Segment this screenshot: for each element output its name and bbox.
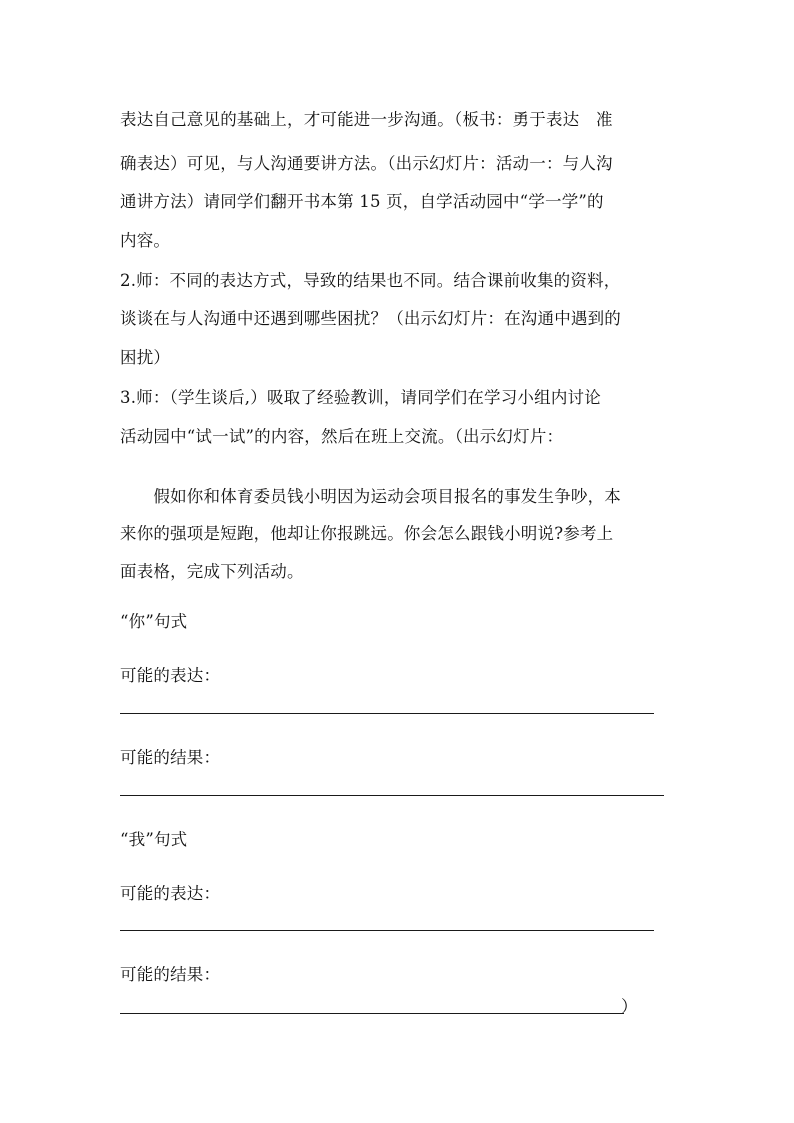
scenario-line-2: 来你的强项是短跑，他却让你报跳远。你会怎么跟钱小明说?参考上	[120, 524, 614, 543]
answer-line	[120, 795, 664, 796]
possible-result-label: 可能的结果：	[120, 965, 221, 984]
paragraph-line-3: 通讲方法）请同学们翻开书本第 15 页，自学活动园中“学一学”的	[120, 192, 604, 211]
scenario-line-3: 面表格，完成下列活动。	[120, 562, 304, 581]
paragraph-line-9: 活动园中“试一试”的内容，然后在班上交流。（出示幻灯片：	[120, 427, 564, 446]
answer-line	[120, 1013, 624, 1014]
you-sentence-heading: “你”句式	[120, 612, 188, 631]
scenario-line-1: 假如你和体育委员钱小明因为运动会项目报名的事发生争吵，本	[120, 487, 621, 506]
paragraph-line-1: 表达自己意见的基础上，才可能进一步沟通。（板书：勇于表达 准	[120, 110, 613, 129]
i-sentence-heading: “我”句式	[120, 830, 188, 849]
paragraph-line-2: 确表达）可见，与人沟通要讲方法。（出示幻灯片：活动一：与人沟	[120, 154, 613, 173]
answer-line	[120, 713, 654, 714]
paragraph-line-6: 谈谈在与人沟通中还遇到哪些困扰？（出示幻灯片：在沟通中遇到的	[120, 309, 621, 328]
paragraph-line-5: 2.师：不同的表达方式，导致的结果也不同。结合课前收集的资料，	[120, 271, 621, 290]
paragraph-line-4: 内容。	[120, 231, 171, 250]
paragraph-line-7: 困扰）	[120, 348, 171, 367]
paragraph-line-8: 3.师：（学生谈后,）吸取了经验教训，请同学们在学习小组内讨论	[120, 388, 601, 407]
possible-result-label: 可能的结果：	[120, 748, 221, 767]
answer-line	[120, 930, 654, 931]
closing-paren: ）	[621, 997, 638, 1016]
possible-expression-label: 可能的表达：	[120, 666, 221, 685]
possible-expression-label: 可能的表达：	[120, 884, 221, 903]
